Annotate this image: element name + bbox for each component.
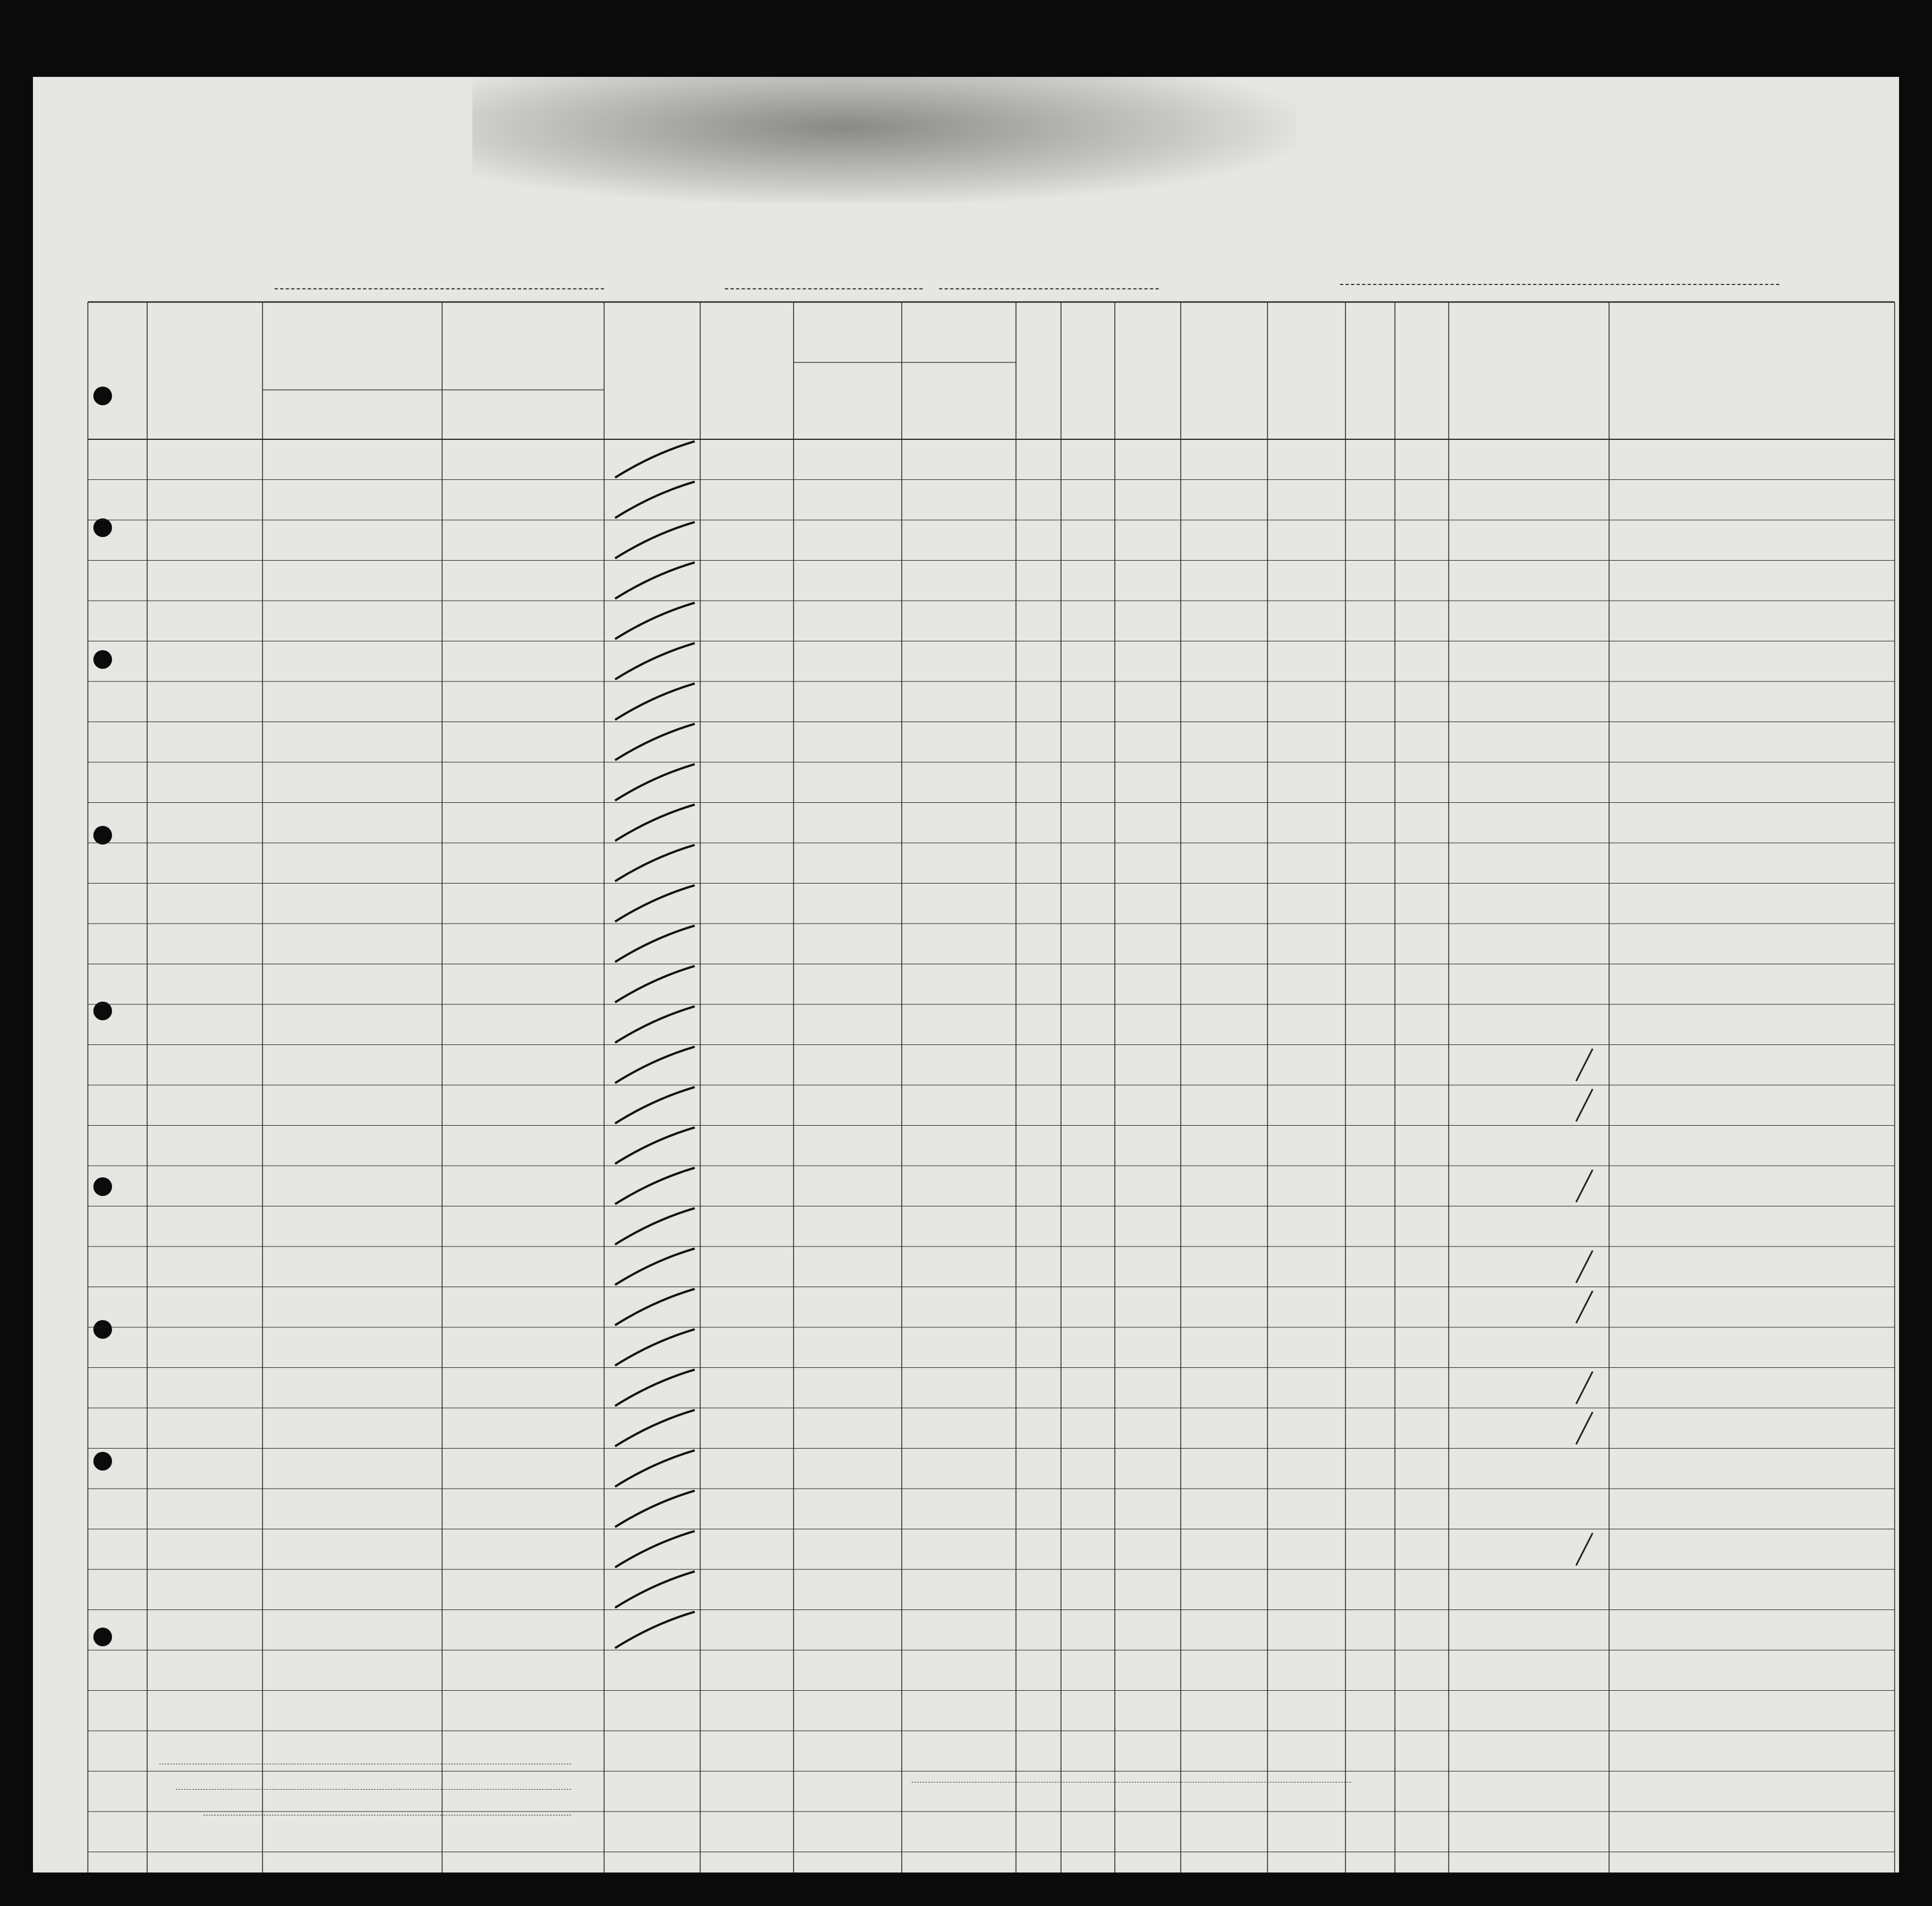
check-mark <box>1576 1291 1593 1323</box>
check-mark <box>1576 1089 1593 1121</box>
service-length-stroke <box>615 1531 695 1567</box>
service-length-stroke <box>615 885 695 921</box>
check-mark <box>1576 1170 1593 1202</box>
service-length-stroke <box>615 684 695 720</box>
service-length-stroke <box>615 724 695 760</box>
service-length-stroke <box>615 1168 695 1204</box>
service-length-stroke <box>615 1370 695 1406</box>
check-mark <box>1576 1372 1593 1404</box>
service-length-stroke <box>615 1410 695 1446</box>
check-mark <box>1576 1250 1593 1283</box>
service-length-stroke <box>615 441 695 478</box>
check-mark <box>1576 1533 1593 1566</box>
service-length-stroke <box>615 1289 695 1325</box>
service-length-stroke <box>615 1491 695 1527</box>
check-mark <box>1576 1412 1593 1444</box>
manifest-page <box>33 77 1899 1873</box>
footer-owners-rule <box>176 1789 571 1790</box>
side-stamp-vessel <box>291 577 357 1181</box>
service-length-stroke <box>615 1208 695 1244</box>
service-length-stroke <box>615 603 695 639</box>
service-length-stroke <box>615 643 695 679</box>
service-length-stroke <box>615 1612 695 1648</box>
service-length-stroke <box>615 482 695 518</box>
service-length-stroke <box>615 1047 695 1083</box>
service-length-stroke <box>615 1249 695 1285</box>
service-length-stroke <box>615 1329 695 1366</box>
service-length-stroke <box>615 522 695 558</box>
service-length-stroke <box>615 1450 695 1486</box>
service-length-stroke <box>615 562 695 599</box>
service-length-stroke <box>615 1007 695 1043</box>
service-length-stroke <box>615 1127 695 1164</box>
service-length-stroke <box>615 926 695 962</box>
service-length-stroke <box>615 764 695 801</box>
service-length-stroke <box>615 845 695 881</box>
service-length-stroke <box>615 1572 695 1608</box>
service-length-stroke <box>615 804 695 841</box>
check-mark <box>1576 1049 1593 1081</box>
service-length-stroke <box>615 966 695 1002</box>
service-length-stroke <box>615 1087 695 1124</box>
